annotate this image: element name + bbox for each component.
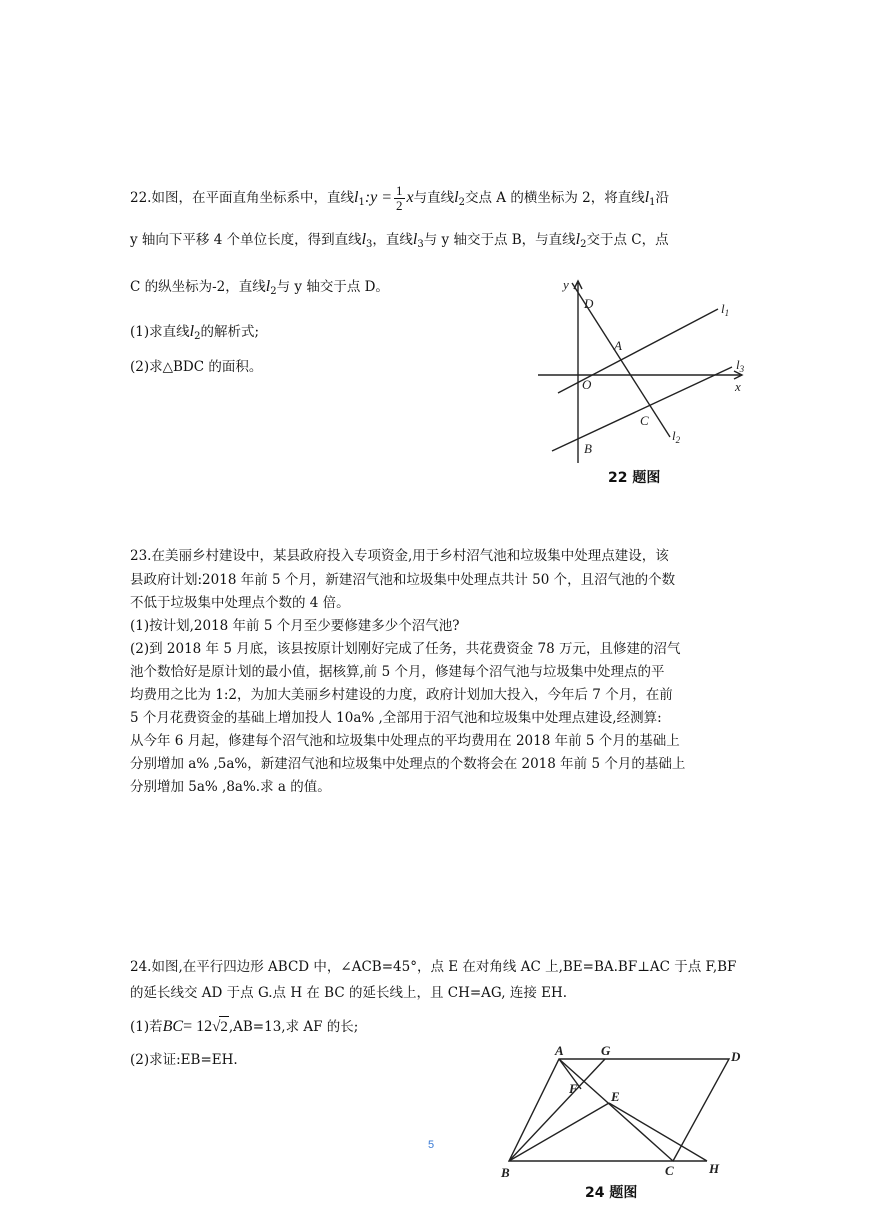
q24-part2-text: (2)求证:EB=EH. — [130, 1052, 238, 1068]
q22-part1-text: (1)求直线 — [130, 324, 190, 340]
label-F: F — [569, 1081, 578, 1096]
q24-line-1: 24.如图,在平行四边形 ABCD 中，∠ACB=45°，点 E 在对角线 AC 上,BE=BA.BF⊥AC 于点 F,BF — [130, 959, 737, 975]
bc-symbol: BC — [162, 1018, 184, 1035]
q22-text: ，直线 — [372, 232, 413, 248]
label-l1: $l_1$ — [721, 301, 730, 318]
label-x: x — [735, 379, 741, 394]
parallelogram-ABCD — [509, 1059, 729, 1161]
q22-line-2 — [130, 230, 669, 255]
q23-line: 5 个月花费资金的基础上增加投人 10a% ,全部用于沼气池和垃圾集中处理点建设,经测算: — [130, 710, 662, 726]
l2-symbol: l — [575, 231, 581, 248]
segment-BG — [509, 1059, 605, 1161]
label-l2: $l_2$ — [672, 428, 681, 445]
l2-symbol: l — [265, 278, 271, 295]
q24-part-2 — [130, 1050, 238, 1070]
q22-text: 沿 — [655, 190, 670, 206]
q22-line-3 — [130, 277, 389, 302]
label-E: E — [611, 1089, 620, 1104]
label-C: C — [640, 413, 649, 428]
fraction-half — [394, 184, 405, 213]
l2-subscript: 2 — [194, 331, 201, 342]
line-l3 — [552, 367, 732, 451]
q23-line: (1)按计划,2018 年前 5 个月至少要修建多少个沼气池? — [130, 618, 460, 634]
l2-subscript: 2 — [458, 197, 465, 208]
q23-line: 从今年 6 月起，修建每个沼气池和垃圾集中处理点的平均费用在 2018 年前 5 个月的基础上 — [130, 733, 680, 749]
diagonal-AC — [559, 1059, 673, 1161]
q22-part1-text: 的解析式; — [200, 324, 260, 340]
sqrt-value: 2 — [219, 1016, 229, 1037]
q22-text: 交点 A 的横坐标为 2，将直线 — [464, 190, 645, 206]
bc-equals: = 12 — [183, 1018, 213, 1035]
l3-subscript: 3 — [417, 239, 424, 250]
q22-text: 与 y 轴交于点 B，与直线 — [423, 232, 576, 248]
figure-22-caption: 22 题图 — [608, 470, 661, 486]
label-D: D — [731, 1049, 741, 1064]
l2-subscript: 2 — [580, 239, 587, 250]
segment-BE — [509, 1103, 609, 1161]
q24-part1-text: ,AB=13,求 AF 的长; — [228, 1019, 359, 1035]
q22-text: C 的纵坐标为-2，直线 — [130, 279, 266, 295]
l3-symbol: l — [412, 231, 418, 248]
q22-text: 与直线 — [413, 190, 455, 206]
q24-part1-text: (1)若 — [130, 1019, 163, 1035]
fraction-numerator: 1 — [396, 183, 403, 198]
equation-x: x — [406, 189, 414, 206]
l3-subscript: 3 — [366, 239, 373, 250]
l3-symbol: l — [361, 231, 367, 248]
q22-text: y 轴向下平移 4 个单位长度，得到直线 — [130, 232, 362, 248]
label-D: D — [584, 296, 594, 311]
q24-line-2: 的延长线交 AD 于点 G.点 H 在 BC 的延长线上，且 CH=AG, 连接 EH. — [130, 985, 568, 1001]
label-l3: $l_3$ — [736, 357, 745, 374]
segment-EH — [609, 1103, 707, 1161]
label-y: y — [563, 277, 569, 292]
sqrt-sign: √ — [212, 1019, 221, 1035]
l1-subscript: 1 — [358, 197, 365, 208]
label-C: C — [665, 1163, 674, 1178]
l1-subscript: 1 — [649, 197, 656, 208]
figure-24 — [495, 1045, 755, 1205]
label-B: B — [584, 441, 592, 456]
q23-line: 23.在美丽乡村建设中，某县政府投入专项资金,用于乡村沼气池和垃圾集中处理点建设，该 — [130, 548, 669, 564]
q23-line: 县政府计划:2018 年前 5 个月，新建沼气池和垃圾集中处理点共计 50 个，且沼气池的个数 — [130, 572, 676, 588]
q22-part-1 — [130, 322, 259, 347]
label-O: O — [582, 377, 592, 392]
label-A: A — [614, 338, 622, 353]
l1-symbol: l — [644, 189, 650, 206]
q23-line: 均费用之比为 1:2，为加大美丽乡村建设的力度，政府计划加大投入，今年后 7 个月，在前 — [130, 687, 673, 703]
q23-line: 分别增加 a% ,5a%，新建沼气池和垃圾集中处理点的个数将会在 2018 年前 5 个月的基础上 — [130, 756, 686, 772]
fraction-denominator: 2 — [396, 198, 403, 213]
label-B: B — [501, 1165, 510, 1180]
q22-line-1 — [130, 184, 669, 213]
label-H: H — [709, 1161, 720, 1176]
label-A: A — [555, 1045, 564, 1058]
q22-part-2 — [130, 357, 262, 377]
l2-subscript: 2 — [270, 286, 277, 297]
l2-symbol: l — [454, 189, 459, 206]
q22-part2-text: (2)求△BDC 的面积。 — [130, 359, 263, 375]
q22-text: 与 y 轴交于点 D。 — [276, 279, 389, 295]
figure-22 — [530, 275, 760, 495]
q22-text: 交于点 C，点 — [586, 232, 669, 248]
q23-line: 分别增加 5a% ,8a%.求 a 的值。 — [130, 779, 331, 795]
label-G: G — [601, 1045, 611, 1058]
q23-line: (2)到 2018 年 5 月底，该县按原计划刚好完成了任务，共花费资金 78 万元，且修建的沼气 — [130, 641, 681, 657]
q22-text: 22.如图，在平面直角坐标系中，直线 — [130, 190, 354, 206]
l2-symbol: l — [189, 323, 195, 340]
page-number: 5 — [428, 1139, 435, 1151]
equation-lhs: :y = — [364, 189, 393, 206]
l1-symbol: l — [353, 189, 359, 206]
q24-part-1 — [130, 1016, 358, 1037]
figure-24-caption: 24 题图 — [585, 1185, 638, 1201]
q23-line: 池个数恰好是原计划的最小值，据核算,前 5 个月，修建每个沼气池与垃圾集中处理点的平 — [130, 664, 665, 680]
q23-line: 不低于垃圾集中处理点个数的 4 倍。 — [130, 595, 350, 611]
